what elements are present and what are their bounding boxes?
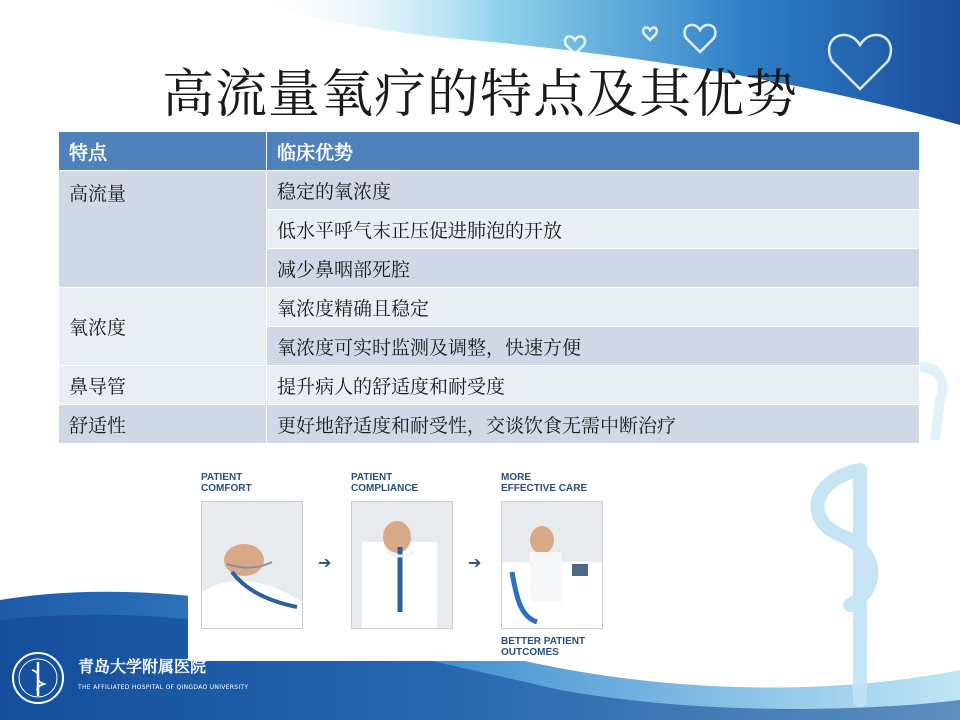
advantage-cell: 氧浓度可实时监测及调整，快速方便 — [267, 327, 920, 366]
hospital-emblem-icon — [10, 650, 66, 706]
step-compliance — [351, 472, 418, 494]
features-table — [58, 131, 920, 444]
table-header-row — [59, 132, 920, 171]
advantage-cell: 低水平呼气末正压促进肺泡的开放 — [267, 210, 920, 249]
table-row — [59, 171, 920, 210]
arrow-icon: ➔ — [468, 553, 482, 572]
step-label-comfort: PATIENT COMFORT — [201, 472, 252, 494]
arrow-icon: ➔ — [318, 553, 332, 572]
slide-title: 高流量氧疗的特点及其优势 — [161, 65, 798, 125]
step-label-compliance: PATIENT COMPLIANCE — [351, 472, 419, 494]
photo-patient-comfort — [201, 501, 303, 629]
patient-outcome-figure — [188, 463, 606, 661]
step-label-effective-care: MORE EFFECTIVE CARE — [501, 472, 588, 494]
hospital-name: 青岛大学附属医院 — [78, 657, 207, 676]
table-row — [59, 366, 920, 405]
step-label-better-outcomes: BETTER PATIENT OUTCOMES — [501, 636, 586, 658]
hospital-logo — [10, 650, 249, 710]
header-feature: 特点 — [59, 132, 267, 171]
feature-cell: 高流量 — [59, 171, 267, 288]
photo-patient-compliance — [351, 501, 453, 629]
advantage-cell: 减少鼻咽部死腔 — [267, 249, 920, 288]
step-better-outcomes — [501, 636, 585, 658]
hospital-name-english: THE AFFILIATED HOSPITAL OF QINGDAO UNIVERSITY — [78, 684, 249, 691]
header-advantage: 临床优势 — [267, 132, 920, 171]
step-effective-care — [501, 472, 587, 494]
feature-cell: 舒适性 — [59, 405, 267, 444]
table-row — [59, 405, 920, 444]
step-comfort — [201, 472, 252, 494]
advantage-cell: 氧浓度精确且稳定 — [267, 288, 920, 327]
advantage-cell: 更好地舒适度和耐受性，交谈饮食无需中断治疗 — [267, 405, 920, 444]
feature-cell: 鼻导管 — [59, 366, 267, 405]
advantage-cell: 稳定的氧浓度 — [267, 171, 920, 210]
photo-effective-care — [501, 501, 603, 629]
table-row — [59, 288, 920, 327]
advantage-cell: 提升病人的舒适度和耐受度 — [267, 366, 920, 405]
feature-cell: 氧浓度 — [59, 288, 267, 366]
